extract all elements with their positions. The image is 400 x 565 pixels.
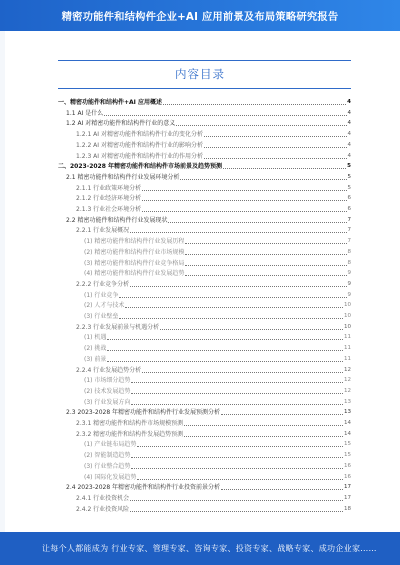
toc-entry[interactable] (76, 278, 351, 288)
toc-entry[interactable] (84, 342, 351, 352)
toc-entry-label: 二、2023-2028 年精密功能件和结构件市场前景及趋势预测 (58, 163, 222, 171)
toc-dot-leader (204, 147, 347, 148)
toc-dot-leader (142, 190, 346, 191)
header-banner (0, 0, 400, 31)
toc-dot-leader (125, 307, 343, 308)
toc-entry[interactable] (84, 460, 351, 470)
toc-dot-leader (204, 136, 347, 137)
toc-title-divider (58, 88, 351, 89)
toc-entry[interactable] (76, 139, 351, 149)
toc-entry-label: (1) 精密功能件和结构件行业发展历程 (84, 238, 185, 246)
toc-entry-page: 7 (347, 238, 351, 245)
toc-entry-page: 18 (344, 505, 351, 512)
toc-entry[interactable] (84, 310, 351, 320)
toc-entry-label: (2) 挑战 (84, 345, 107, 353)
toc-entry-page: 11 (344, 334, 351, 341)
toc-entry-page: 6 (347, 195, 351, 202)
toc-entry[interactable] (84, 471, 351, 481)
toc-entry-page: 8 (347, 259, 351, 266)
toc-dot-leader (130, 232, 346, 233)
toc-entry-label: (3) 前景 (84, 355, 107, 363)
toc-dot-leader (168, 222, 346, 223)
toc-entry-label: 2.1 精密功能件和结构件行业发展环境分析 (66, 173, 180, 181)
toc-entry-label: 2.4.2 行业投资风险 (76, 505, 130, 513)
toc-entry-page: 11 (344, 355, 351, 362)
toc-entry[interactable] (84, 289, 351, 299)
toc-entry-label: 2.1.1 行业政策环境分析 (76, 184, 142, 192)
toc-entry[interactable] (84, 374, 351, 384)
toc-entry-page: 6 (347, 206, 351, 212)
toc-dot-leader (131, 457, 343, 458)
toc-entry-page: 9 (347, 270, 351, 277)
toc-entry-label: 2.3.2 精密功能件和结构件发展趋势预测 (76, 430, 184, 438)
toc-dot-leader (130, 286, 346, 287)
footer-slogan: 让每个人都能成为 行业专家、管理专家、咨询专家、投资专家、战略专家、成功企业家…… (42, 544, 377, 553)
toc-entry-page: 4 (347, 109, 351, 116)
toc-entry[interactable] (76, 203, 351, 213)
toc-dot-leader (142, 200, 346, 201)
toc-dot-leader (107, 339, 343, 340)
toc-entry[interactable] (84, 385, 351, 395)
toc-entry-label: 1.1 AI 是什么 (66, 109, 104, 117)
toc-dot-leader (204, 158, 347, 159)
toc-entry-label: 2.1.3 行业社会环境分析 (76, 206, 142, 213)
toc-entry[interactable] (76, 224, 351, 234)
toc-entry-page: 5 (347, 173, 351, 180)
toc-dot-leader (185, 275, 346, 276)
toc-entry-page: 15 (344, 452, 351, 459)
toc-entry[interactable] (76, 182, 351, 192)
toc-dot-leader (131, 404, 343, 405)
toc-entry-label: 1.2.3 AI 对精密功能件和结构件行业的作用分析 (76, 152, 203, 160)
toc-entry[interactable] (76, 417, 351, 427)
toc-title: 内容目录 (175, 67, 225, 81)
toc-entry-label: 2.2 精密功能件和结构件行业发展现状 (66, 216, 168, 224)
toc-entry[interactable] (66, 214, 351, 224)
toc-entry-page: 17 (344, 494, 351, 501)
toc-entry-page: 10 (344, 323, 351, 330)
toc-entry[interactable] (58, 96, 351, 106)
toc-entry-label: (3) 精密功能件和结构件行业竞争格局 (84, 259, 185, 267)
toc-dot-leader (119, 318, 343, 319)
toc-entry-label: 2.3.1 精密功能件和结构件市场规模预测 (76, 420, 184, 427)
toc-entry-page: 16 (344, 473, 351, 480)
toc-entry-page: 11 (344, 345, 351, 352)
toc-dot-leader (130, 500, 343, 501)
toc-entry-page: 12 (344, 377, 351, 384)
toc-entry[interactable] (84, 331, 351, 341)
toc-dot-leader (184, 436, 343, 437)
toc-dot-leader (119, 297, 346, 298)
toc-dot-leader (180, 179, 346, 180)
toc-dot-leader (137, 446, 343, 447)
toc-entry[interactable] (84, 257, 351, 267)
toc-entry-page: 14 (344, 420, 351, 426)
toc-entry[interactable] (84, 235, 351, 245)
toc-dot-leader (131, 382, 343, 383)
toc-dot-leader (185, 243, 346, 244)
toc-entry-label: 2.2.3 行业发展前景与机遇分析 (76, 323, 160, 331)
toc-dot-leader (221, 489, 343, 490)
toc-entry-label: 2.1.2 行业经济环境分析 (76, 195, 142, 203)
toc-entry-label: (3) 行业发展方向 (84, 398, 131, 406)
toc-entry-label: 2.4.1 行业投资机会 (76, 494, 130, 502)
toc-entry-label: 1.2.1 AI 对精密功能件和结构件行业的变化分析 (76, 131, 203, 139)
toc-dot-leader (221, 414, 343, 415)
toc-dot-leader (131, 393, 343, 394)
toc-entry[interactable] (84, 449, 351, 459)
toc-entry-label: (2) 精密功能件和结构件行业市场规模 (84, 248, 185, 256)
toc-entry[interactable] (66, 171, 351, 181)
toc-entry-page: 4 (347, 120, 351, 127)
toc-entry-label: 1.2.2 AI 对精密功能件和结构件行业的影响分析 (76, 141, 203, 149)
toc-entry-page: 10 (344, 302, 351, 309)
toc-entry-page: 5 (347, 184, 351, 191)
toc-entry[interactable] (76, 428, 351, 438)
toc-entry-page: 14 (344, 430, 351, 437)
toc-entry-label: (1) 市场细分趋势 (84, 377, 131, 385)
footer-banner (0, 532, 400, 565)
toc-entry[interactable] (84, 396, 351, 406)
toc-entry-label: 2.4 2023-2028 年精密功能件和结构件行业投资前景分析 (66, 484, 221, 492)
toc-entry[interactable] (84, 267, 351, 277)
toc-entry-label: (1) 产业链布局趋势 (84, 441, 137, 449)
toc-entry-label: (2) 技术发展趋势 (84, 387, 131, 395)
toc-dot-leader (185, 254, 346, 255)
toc-entry-label: (2) 智能制造趋势 (84, 452, 131, 460)
toc-entry-label: (1) 行业竞争 (84, 291, 119, 299)
toc-entry[interactable] (76, 128, 351, 138)
toc-entry[interactable] (76, 150, 351, 160)
report-title: 精密功能件和结构件企业+AI 应用前景及布局策略研究报告 (61, 11, 339, 23)
toc-entry[interactable] (58, 160, 351, 170)
toc-entry-label: 1.2 AI 对精密功能件和结构件行业的意义 (66, 120, 176, 128)
toc-entry-page: 16 (344, 462, 351, 469)
toc-dot-leader (130, 511, 343, 512)
toc-entry-page: 9 (347, 291, 351, 298)
toc-entry-page: 13 (344, 398, 351, 405)
toc-entry[interactable] (84, 353, 351, 363)
toc-entry-label: (2) 人才与技术 (84, 302, 125, 310)
toc-entry-page: 15 (344, 441, 351, 448)
toc-entry-label: 一、精密功能件和结构件+AI 应用概述 (58, 99, 162, 106)
toc-entry-page: 8 (347, 248, 351, 255)
toc-dot-leader (131, 468, 343, 469)
toc-dot-leader (184, 425, 343, 426)
toc-dot-leader (223, 168, 346, 169)
toc-entry[interactable] (66, 107, 351, 117)
toc-dot-leader (137, 479, 343, 480)
toc-entry-page: 12 (344, 387, 351, 394)
toc-entry-label: (1) 机遇 (84, 334, 107, 342)
toc-entry-page: 4 (347, 152, 351, 159)
toc-entry[interactable] (76, 192, 351, 202)
toc-entry[interactable] (84, 438, 351, 448)
toc-entry[interactable] (84, 299, 351, 309)
toc-entry-label: 2.2.4 行业发展趋势分析 (76, 366, 142, 374)
toc-dot-leader (160, 329, 343, 330)
toc-entry-label: (3) 行业整合趋势 (84, 462, 131, 470)
toc-entry-label: 2.2.2 行业竞争分析 (76, 280, 130, 288)
toc-entry-page: 5 (347, 163, 351, 170)
toc-entry[interactable] (84, 246, 351, 256)
toc-entry-label: (3) 行业壁垒 (84, 313, 119, 320)
page-margin-strip (0, 31, 5, 532)
toc-entry[interactable] (76, 321, 351, 331)
toc-dot-leader (107, 350, 343, 351)
toc-entry-page: 10 (344, 313, 351, 319)
toc-entry-page: 4 (347, 99, 351, 105)
toc-entry-page: 9 (347, 280, 351, 287)
toc-entry[interactable] (76, 492, 351, 502)
toc-dot-leader (107, 361, 343, 362)
toc-entry-label: 2.3 2023-2028 年精密功能件和结构件行业发展预测分析 (66, 409, 221, 417)
toc-entry-page: 17 (344, 484, 351, 491)
toc-entry[interactable] (66, 406, 351, 416)
toc-dot-leader (176, 125, 346, 126)
toc-dot-leader (142, 372, 343, 373)
toc-entry-page: 4 (347, 141, 351, 148)
toc-entry[interactable] (76, 364, 351, 374)
toc-entry-label: 2.2.1 行业发展概况 (76, 227, 130, 235)
toc-entry[interactable] (66, 481, 351, 491)
top-divider (58, 60, 351, 61)
toc-entry[interactable] (76, 503, 351, 513)
toc-entry-label: (4) 国际化发展趋势 (84, 473, 137, 481)
toc-entry-page: 4 (347, 131, 351, 138)
toc-dot-leader (142, 211, 346, 212)
toc-dot-leader (185, 265, 346, 266)
toc-dot-leader (104, 115, 346, 116)
toc-entry-page: 13 (344, 409, 351, 416)
toc-entry-page: 7 (347, 227, 351, 234)
toc-entry-page: 12 (344, 366, 351, 373)
toc-entry[interactable] (66, 117, 351, 127)
toc-dot-leader (163, 104, 346, 105)
toc-entry-page: 7 (347, 216, 351, 223)
toc-entry-label: (4) 精密功能件和结构件行业发展趋势 (84, 270, 185, 278)
